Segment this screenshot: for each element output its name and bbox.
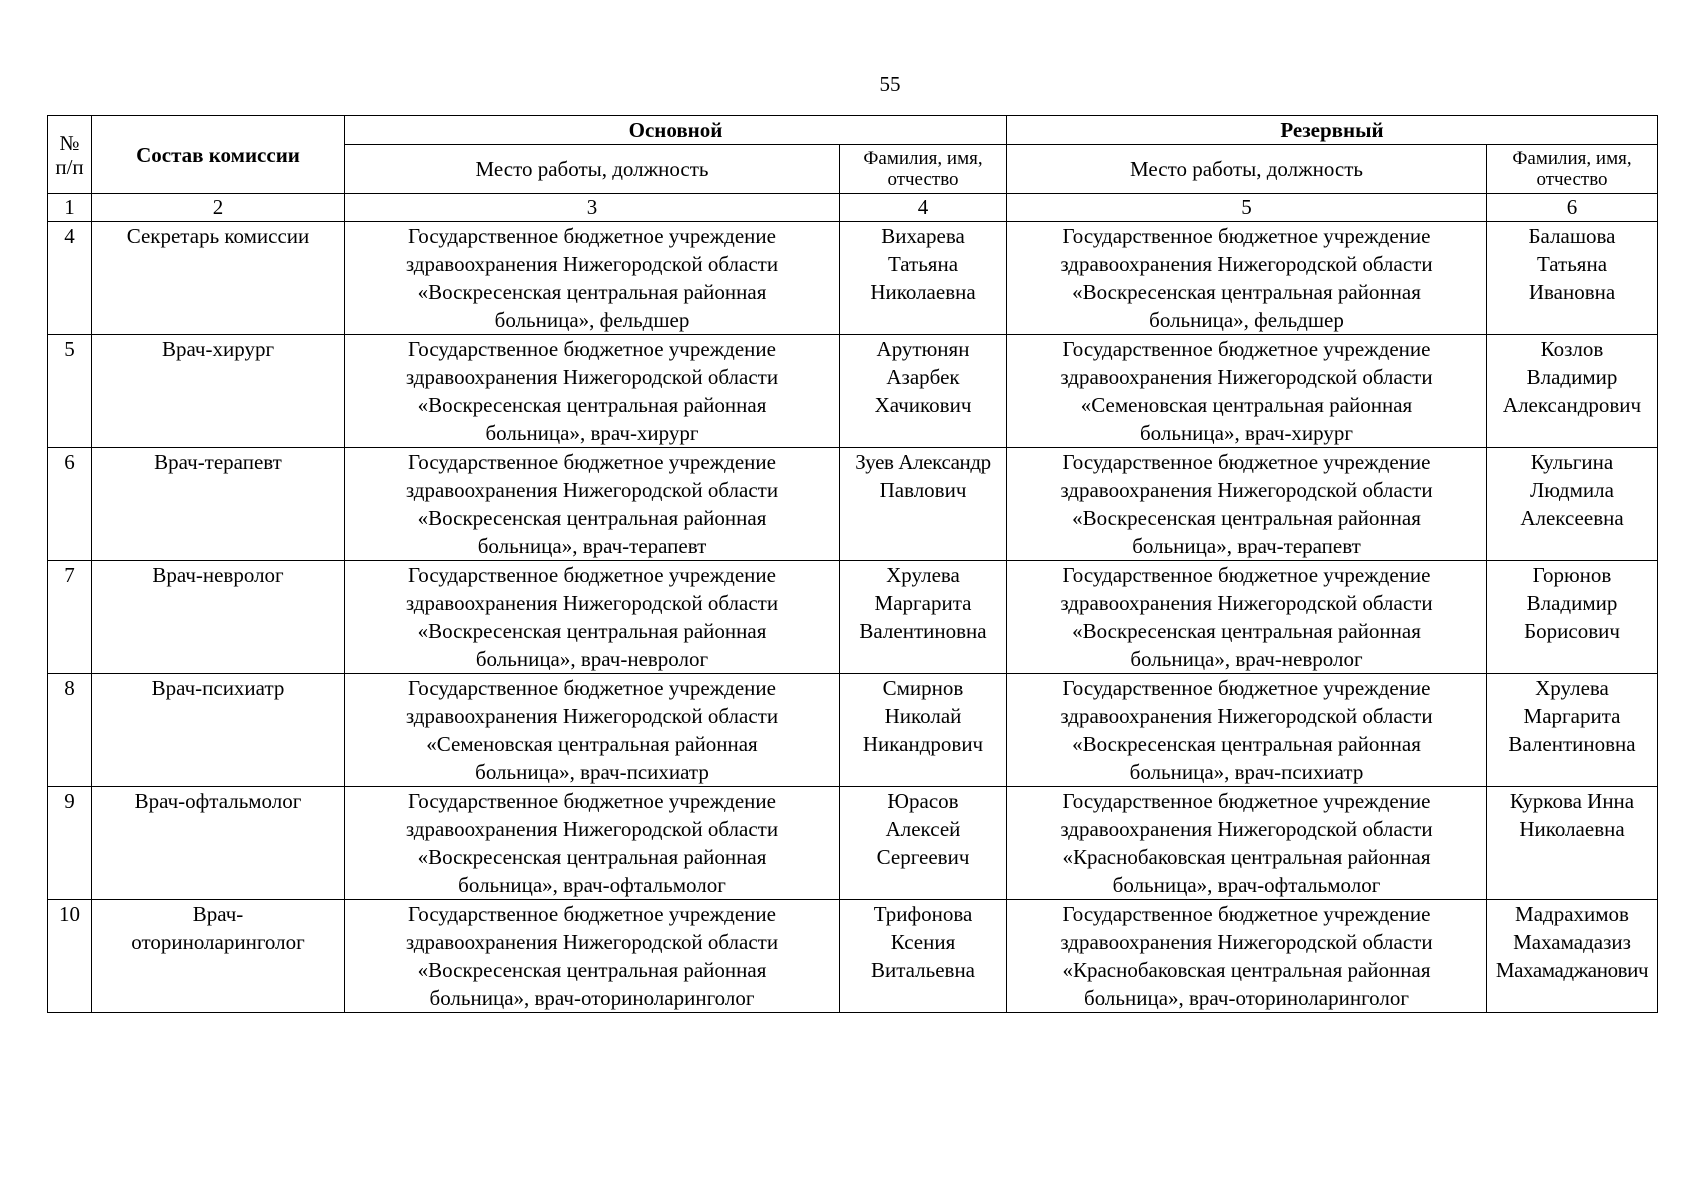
main-name-line: Зуев Александр [855,450,991,474]
page-number: 55 [879,72,901,96]
row-reserve-workplace [1007,787,1487,900]
row-reserve-name [1487,900,1658,1013]
main-work-line: Государственное бюджетное учреждение [408,789,776,813]
main-work-line: здравоохранения Нижегородской области [405,365,779,389]
reserve-name-line: Владимир [1526,591,1618,615]
row-main-workplace [345,335,840,448]
row-number: 5 [48,335,92,448]
main-work-line: Государственное бюджетное учреждение [408,563,776,587]
role-line: Секретарь комиссии [126,224,310,248]
table-row [48,900,1658,1013]
header-number [48,116,92,194]
main-name-line: Алексей [885,817,961,841]
reserve-name-line: Горюнов [1532,563,1612,587]
reserve-work-line: «Семеновская центральная районная [1080,393,1413,417]
header-main-fullname-line-2: отчество [887,169,959,190]
column-number: 6 [1487,194,1658,222]
row-number: 7 [48,561,92,674]
reserve-name-line: Махамаджанович [1495,958,1649,982]
main-work-line: Государственное бюджетное учреждение [408,224,776,248]
table-row [48,448,1658,561]
header-composition: Состав комиссии [92,116,345,194]
reserve-work-line: здравоохранения Нижегородской области [1060,704,1433,728]
reserve-work-line: «Краснобаковская центральная районная [1062,845,1431,869]
row-role [92,448,345,561]
header-main-group: Основной [345,116,1007,145]
table-row [48,787,1658,900]
main-work-line: «Воскресенская центральная районная [417,845,767,869]
main-name-line: Вихарева [881,224,965,248]
main-name-line: Арутюнян [876,337,970,361]
header-reserve-workplace: Место работы, должность [1007,145,1487,194]
row-role [92,222,345,335]
table-row [48,561,1658,674]
row-reserve-workplace [1007,222,1487,335]
main-name-line: Азарбек [886,365,960,389]
reserve-work-line: больница», врач-хирург [1139,421,1354,445]
main-name-line: Николаевна [870,280,976,304]
main-work-line: Государственное бюджетное учреждение [408,902,776,926]
header-reserve-fullname [1487,145,1658,194]
role-line: Врач-психиатр [151,676,285,700]
reserve-work-line: «Воскресенская центральная районная [1072,732,1421,756]
reserve-work-line: Государственное бюджетное учреждение [1062,337,1431,361]
row-reserve-name [1487,787,1658,900]
row-main-workplace [345,222,840,335]
row-reserve-workplace [1007,561,1487,674]
reserve-name-line: Ивановна [1528,280,1616,304]
reserve-name-line: Алексеевна [1520,506,1624,530]
main-work-line: Государственное бюджетное учреждение [408,450,776,474]
reserve-name-line: Маргарита [1523,704,1621,728]
header-number-line-1: № [59,130,80,155]
reserve-work-line: больница», врач-невролог [1130,647,1363,671]
reserve-name-line: Балашова [1528,224,1616,248]
column-number: 3 [345,194,840,222]
row-reserve-name [1487,335,1658,448]
row-main-name [840,335,1007,448]
header-number-line-2: п/п [55,154,84,179]
main-name-line: Юрасов [887,789,959,813]
header-reserve-fullname-line-2: отчество [1536,169,1608,190]
reserve-name-line: Хрулева [1535,676,1609,700]
main-name-line: Хрулева [886,563,960,587]
row-number: 10 [48,900,92,1013]
main-name-line: Хачикович [874,393,972,417]
row-role [92,561,345,674]
main-work-line: больница», фельдшер [494,308,690,332]
row-main-name [840,561,1007,674]
main-work-line: «Воскресенская центральная районная [417,280,767,304]
table-row [48,222,1658,335]
main-work-line: больница», врач-невролог [475,647,709,671]
reserve-work-line: здравоохранения Нижегородской области [1060,930,1433,954]
row-number: 6 [48,448,92,561]
main-name-line: Николай [884,704,962,728]
main-work-line: «Воскресенская центральная районная [417,619,767,643]
row-main-name [840,900,1007,1013]
row-main-workplace [345,674,840,787]
role-line: Врач-терапевт [154,450,282,474]
reserve-work-line: Государственное бюджетное учреждение [1062,676,1431,700]
main-name-line: Ксения [890,930,956,954]
row-reserve-name [1487,448,1658,561]
reserve-work-line: здравоохранения Нижегородской области [1060,591,1433,615]
main-name-line: Никандрович [862,732,984,756]
header-reserve-group: Резервный [1007,116,1658,145]
role-line: Врач-офтальмолог [134,789,302,813]
main-work-line: «Воскресенская центральная районная [417,958,767,982]
reserve-name-line: Кульгина [1530,450,1614,474]
main-name-line: Сергеевич [876,845,970,869]
row-main-workplace [345,561,840,674]
reserve-name-line: Владимир [1526,365,1618,389]
main-work-line: больница», врач-оториноларинголог [429,986,755,1010]
row-main-workplace [345,448,840,561]
row-main-workplace [345,787,840,900]
main-work-line: больница», врач-офтальмолог [458,873,726,897]
main-work-line: больница», врач-хирург [485,421,699,445]
column-numbers-row [48,194,1658,222]
table-row [48,674,1658,787]
main-work-line: здравоохранения Нижегородской области [405,591,779,615]
role-line: оториноларинголог [131,930,305,954]
main-work-line: Государственное бюджетное учреждение [408,337,776,361]
reserve-name-line: Козлов [1540,337,1604,361]
reserve-name-line: Татьяна [1536,252,1608,276]
reserve-name-line: Махамадазиз [1513,930,1631,954]
main-name-line: Трифонова [873,902,973,926]
reserve-work-line: здравоохранения Нижегородской области [1060,478,1433,502]
header-main-fullname-line-1: Фамилия, имя, [863,148,983,169]
commission-table [47,115,1658,1013]
row-reserve-name [1487,222,1658,335]
row-role [92,900,345,1013]
reserve-work-line: больница», фельдшер [1149,308,1344,332]
header-main-workplace: Место работы, должность [345,145,840,194]
main-work-line: больница», врач-психиатр [475,760,709,784]
row-reserve-workplace [1007,674,1487,787]
reserve-name-line: Александрович [1502,393,1642,417]
main-work-line: здравоохранения Нижегородской области [405,817,779,841]
reserve-work-line: здравоохранения Нижегородской области [1060,817,1433,841]
row-main-name [840,787,1007,900]
main-name-line: Павлович [879,478,967,502]
row-role [92,674,345,787]
reserve-work-line: «Воскресенская центральная районная [1072,619,1421,643]
row-role [92,335,345,448]
row-role [92,787,345,900]
main-work-line: больница», врач-терапевт [477,534,707,558]
column-number: 5 [1007,194,1487,222]
role-line: Врач-невролог [152,563,284,587]
main-name-line: Валентиновна [859,619,987,643]
reserve-work-line: «Воскресенская центральная районная [1072,280,1421,304]
reserve-name-line: Мадрахимов [1515,902,1629,926]
row-reserve-name [1487,561,1658,674]
main-work-line: здравоохранения Нижегородской области [405,252,779,276]
reserve-work-line: здравоохранения Нижегородской области [1060,252,1433,276]
role-line: Врач-хирург [161,337,275,361]
reserve-work-line: Государственное бюджетное учреждение [1062,902,1431,926]
row-reserve-workplace [1007,448,1487,561]
column-number: 4 [840,194,1007,222]
row-main-name [840,674,1007,787]
reserve-work-line: больница», врач-офтальмолог [1112,873,1381,897]
main-work-line: «Воскресенская центральная районная [417,393,767,417]
row-reserve-workplace [1007,335,1487,448]
row-reserve-workplace [1007,900,1487,1013]
reserve-work-line: «Краснобаковская центральная районная [1062,958,1431,982]
main-name-line: Маргарита [874,591,972,615]
reserve-work-line: Государственное бюджетное учреждение [1062,224,1431,248]
header-reserve-fullname-line-1: Фамилия, имя, [1512,148,1632,169]
reserve-work-line: больница», врач-психиатр [1129,760,1364,784]
row-number: 8 [48,674,92,787]
row-reserve-name [1487,674,1658,787]
main-name-line: Татьяна [887,252,959,276]
reserve-work-line: «Воскресенская центральная районная [1072,506,1421,530]
reserve-work-line: Государственное бюджетное учреждение [1062,563,1431,587]
reserve-name-line: Валентиновна [1508,732,1636,756]
reserve-work-line: здравоохранения Нижегородской области [1060,365,1433,389]
row-main-name [840,222,1007,335]
main-work-line: «Семеновская центральная районная [426,732,758,756]
row-number: 9 [48,787,92,900]
reserve-name-line: Куркова Инна [1509,789,1635,813]
main-name-line: Смирнов [882,676,964,700]
column-number: 2 [92,194,345,222]
row-main-name [840,448,1007,561]
header-main-fullname [840,145,1007,194]
main-work-line: Государственное бюджетное учреждение [408,676,776,700]
main-work-line: здравоохранения Нижегородской области [405,704,779,728]
reserve-name-line: Людмила [1530,478,1614,502]
reserve-work-line: Государственное бюджетное учреждение [1062,450,1431,474]
main-work-line: здравоохранения Нижегородской области [405,930,779,954]
row-main-workplace [345,900,840,1013]
reserve-name-line: Николаевна [1519,817,1625,841]
reserve-name-line: Борисович [1524,619,1620,643]
role-line: Врач- [192,902,244,926]
row-number: 4 [48,222,92,335]
table-row [48,335,1658,448]
main-work-line: здравоохранения Нижегородской области [405,478,779,502]
main-work-line: «Воскресенская центральная районная [417,506,767,530]
reserve-work-line: больница», врач-оториноларинголог [1084,986,1409,1010]
main-name-line: Витальевна [870,958,976,982]
column-number: 1 [48,194,92,222]
reserve-work-line: Государственное бюджетное учреждение [1062,789,1431,813]
reserve-work-line: больница», врач-терапевт [1132,534,1361,558]
